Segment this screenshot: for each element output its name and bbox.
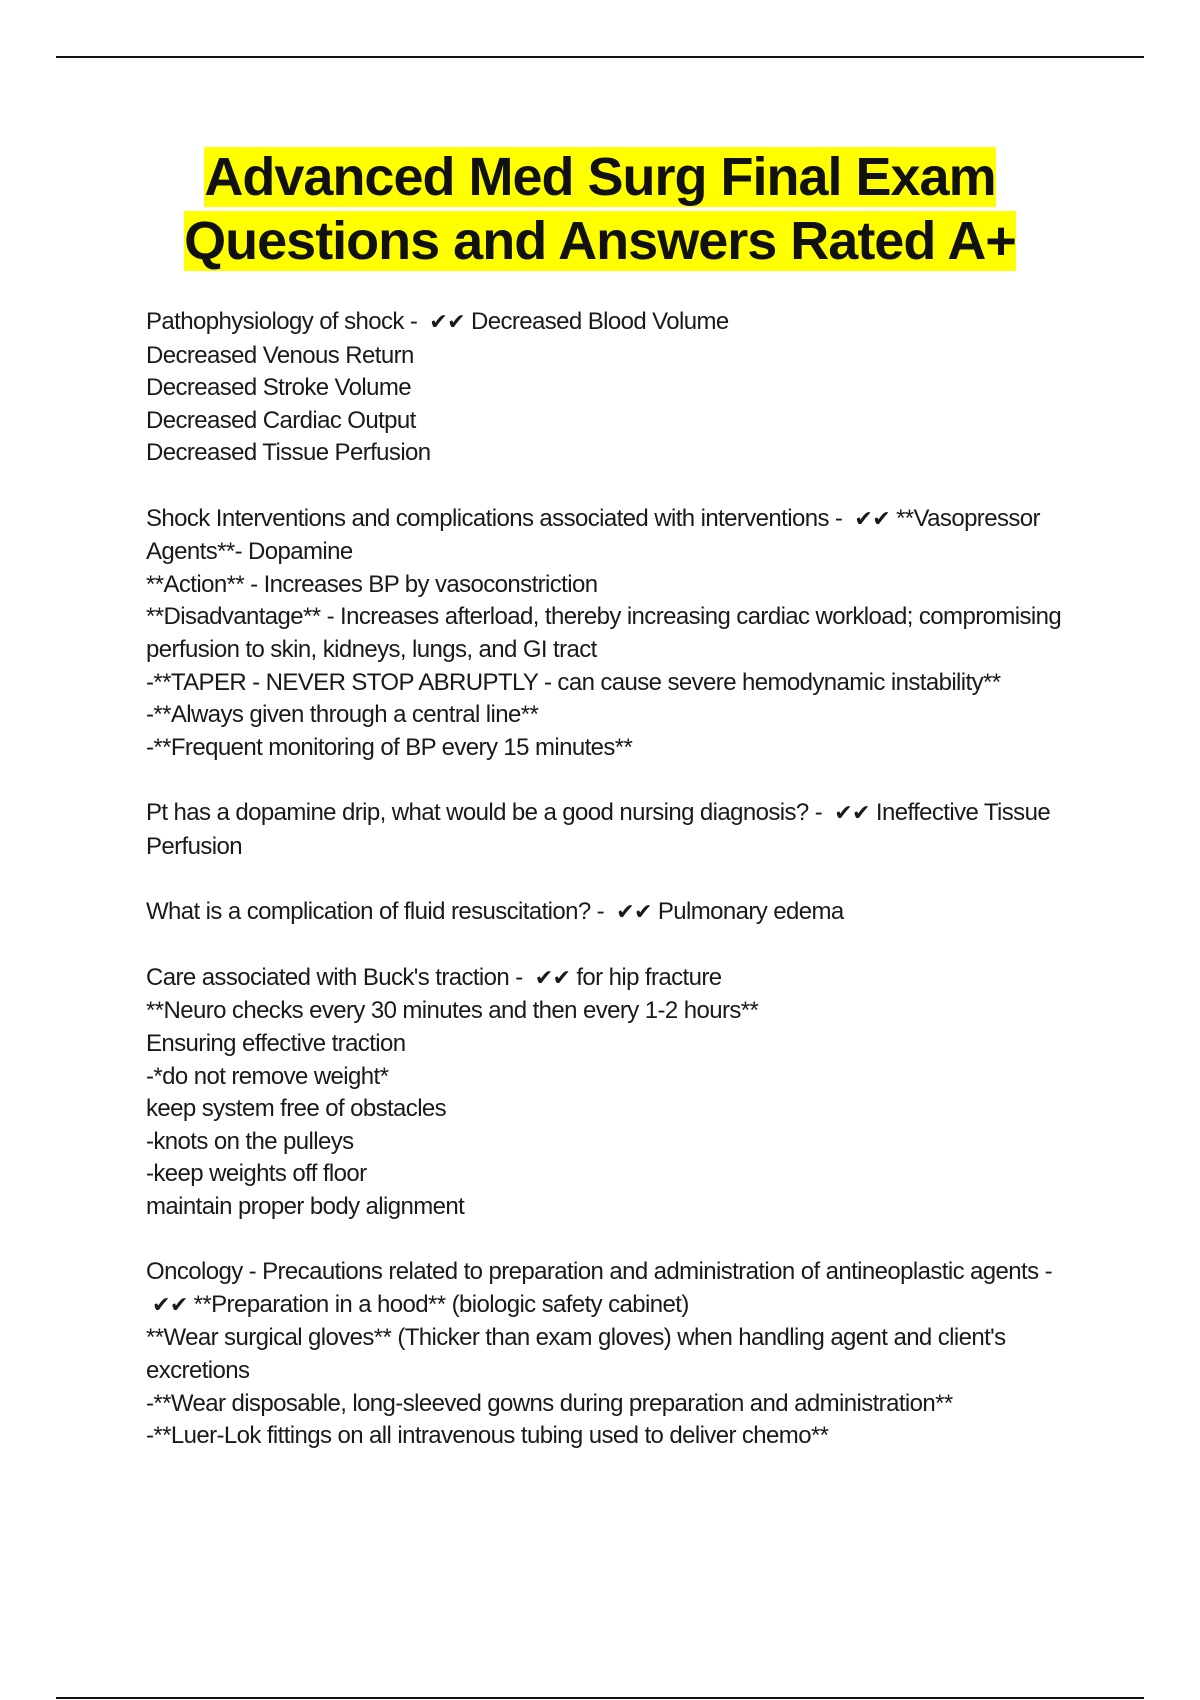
qa-item-4 [146,896,1086,930]
answer-text: **Preparation in a hood** (biologic safety cabinet) [193,1290,689,1318]
answer-line: -*do not remove weight* [146,1062,389,1090]
answer-line: -**Wear disposable, long-sleeved gowns during preparation and administration** [146,1389,953,1417]
checkmark-icon: ✔✔ [616,899,652,925]
checkmark-icon: ✔✔ [834,800,870,826]
answer-line: -**Frequent monitoring of BP every 15 minutes** [146,733,633,761]
answer-line: Decreased Venous Return [146,341,414,369]
question-text: What is a complication of fluid resuscitation? - [146,897,611,925]
qa-item-6 [146,1256,1086,1453]
checkmark-icon: ✔✔ [854,506,891,532]
qa-first-line [146,306,1086,340]
answer-line: maintain proper body alignment [146,1193,465,1221]
answer-text: Pulmonary edema [657,897,844,925]
document-title: Advanced Med Surg Final Exam Questions and Answers Rated A+ [184,147,1016,271]
answer-text: **Vasopressor Agents**- Dopamine [146,504,1045,566]
answer-line: Ensuring effective traction [146,1030,406,1058]
footer-rule [56,1697,1144,1699]
qa-item-1 [146,306,1086,470]
question-text: Pathophysiology of shock - [146,308,424,335]
question-text: Care associated with Buck's traction - [146,963,529,991]
qa-item-5 [146,962,1086,1224]
answer-line: Decreased Tissue Perfusion [146,439,431,467]
answer-line: -**Always given through a central line** [146,701,539,729]
answer-line: **Disadvantage** - Increases afterload, thereby increasing cardiac workload; compromising perfusion to skin, kidneys, lungs, and GI tract [146,603,1068,663]
qa-first-line [146,797,1086,863]
checkmark-icon: ✔✔ [429,310,465,335]
qa-first-line [146,896,1086,930]
title-block [100,145,1100,273]
answer-line: **Neuro checks every 30 minutes and then every 1-2 hours** [146,997,759,1025]
question-text: Oncology - Precautions related to preparation and administration of antineoplastic agents - [146,1258,1059,1286]
answer-text: Decreased Blood Volume [470,308,729,335]
qa-first-line [146,1256,1086,1322]
answer-line: keep system free of obstacles [146,1095,447,1123]
answer-text: for hip fracture [576,963,722,991]
question-text: Shock Interventions and complications associated with interventions - [146,504,849,532]
qa-item-2 [146,503,1086,765]
qa-item-3 [146,797,1086,863]
question-text: Pt has a dopamine drip, what would be a good nursing diagnosis? - [146,798,829,826]
answer-line: -keep weights off floor [146,1160,367,1188]
header-rule [56,56,1144,58]
checkmark-icon: ✔✔ [152,1292,188,1318]
answer-line: Decreased Stroke Volume [146,374,412,402]
qa-first-line [146,962,1086,996]
answer-line: Decreased Cardiac Output [146,406,416,434]
qa-list [146,306,1086,1485]
qa-first-line [146,503,1086,569]
answer-line: -**Luer-Lok fittings on all intravenous tubing used to deliver chemo** [146,1422,829,1450]
answer-line: -**TAPER - NEVER STOP ABRUPTLY - can cause severe hemodynamic instability** [146,668,1001,696]
answer-line: **Action** - Increases BP by vasoconstriction [146,570,598,598]
checkmark-icon: ✔✔ [534,965,571,991]
answer-line: -knots on the pulleys [146,1127,354,1155]
answer-line: **Wear surgical gloves** (Thicker than exam gloves) when handling agent and client's excretions [146,1324,1012,1384]
answer-text: Ineffective Tissue Perfusion [146,798,1057,860]
